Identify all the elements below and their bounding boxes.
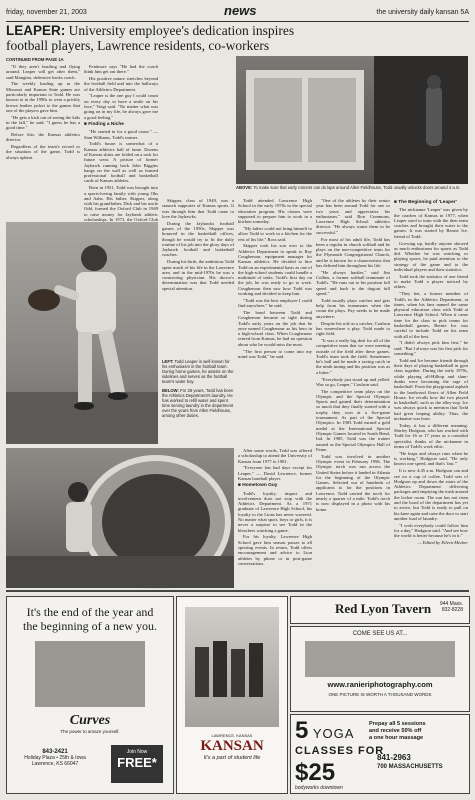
kansan-logo: KANSAN [200,738,264,754]
yoga-price: $25 [295,759,336,786]
kansan-tagline: It's a part of student life [203,755,261,761]
story-paragraph: "He started in for a good cause." — Stan Williams, Todd's trainer. [84,129,158,140]
curves-tagline: The power to amaze yourself. [60,729,120,734]
story-paragraph: Todd took the statistics of one friend to make Todd a player noticed by others. [394,273,468,290]
story-paragraph: Before this, the Kansas athletics director. [6,132,80,143]
story-paragraph: "He gets a kick out of seeing the kids in the fall," he said. "I guess he has a good time." [6,114,80,131]
kansan-photo [185,607,279,727]
ranieri-intro: COME SEE US AT... [352,631,408,637]
photo-leaper-laundry [6,448,234,588]
story-paragraph: The competitive team plays on the Olympic and the Special Olympic Sports and gained their determination so much that they finally started with a trophy they won at a five-game tournament. As part of the Special Olympics. In 1983 Todd earned a gold medal at the International Special Olympic Games located in South Bend, Ind. In 1985, Todd was the trainer named as the Special Olympics Hall of Fame. [316,388,390,452]
story-paragraph: "He always hustles," said Jim Collins, a former softball teammate of Todd's. "He runs out to his position full speed and back to the dugout full speed." [316,269,390,297]
yoga-footer: bodyworks downtown [295,785,343,791]
curves-contact: 843-2421 Holiday Plaza • 25th & Iowa Lawrence, KS 66047 [24,749,86,767]
story-column-4 [238,198,312,446]
story-paragraph: His positive nature stretches beyond the football field and into the hallways of the Athletics Department. [84,76,158,92]
subhead-finding-a-niche: ■ Finding a Niche [84,121,124,127]
yoga-offer: Prepay all 5 sessions and receive 50% off a one hour massage [369,721,426,741]
story-paragraph: Regardless of the team's record or the situation of the game, Todd is always upbeat. [6,144,80,160]
story-paragraph: "It was a really big deal for all of the competitive team that we were meeting outside of the field after these games. Todd's team took the field. Sometimes he's ball and he made a saving catch in the ninth inning and his position was as a hitter." [316,337,390,375]
story-paragraph: "I didn't always pick him first," he said. "But I always was his first pick for something." [394,340,468,357]
curves-logo: Curves [69,713,111,728]
story-paragraph: "He leaps and always runs when he is working," Hodgson said. "He only knows one speed, and that's 'fast.'" [394,450,468,467]
story-paragraph: Skipper took his son over to the Athletics Department to speak to Ray Coughenour, equipment manager for Kansas athletics. He decided to hire Todd on an experimental basis as one of the high-school students could handle a multitude of tasks. Todd's first day on the job, he was ready to go to work. Coughenour then saw how Todd was working and decided to keep him. [238,243,312,297]
ranieri-photo [305,641,455,677]
story-paragraph: "Leaper is the one guy I could count on every day to have a smile on his face," Voigt said. "No matter what was going on in my life, he always gave me a good feeling." [84,93,158,120]
kansan-location: LAWRENCE, KANSAS [211,733,253,738]
story-paragraph: Todd and Ice became friends through their days of playing basketball in gym class together. During the early 1970s, while playing all-Hilltop and slam-dunks were becoming the rage of basketball. From the playground asphalt to the hardwood floors of Allen Field House. Ice recalls how the two played in basketball, such as the alley-oop. Ice was always quick to mention that Todd had great leaping ability. Thus, the nickname was born. [394,357,468,422]
story-paragraph: For most of his adult life, Todd has been a regular in church softball and he plays on the non-competitive team for the Plymouth Congregational Church, and he is known for a characteristic that has defined him throughout his life. [316,236,390,269]
issue-date: friday, november 21, 2003 [6,9,87,16]
story-paragraph: Todd's loyalty, impact and involvement does not stop with the Athletics Department. As a 1971 graduate of Lawrence High School, his loyalty to the Lions has never wavered. No matter what sport, boys or girls, it is never a surprise to see Todd in the bleachers watching a game. [238,490,312,533]
story-column-3 [162,198,234,358]
story-column-7 [394,198,468,588]
story-paragraph: The nickname 'Leaper' was given by the coaches of Kansas in 1977, when Leaper used to train with the then team coaches and brought their water to the games. It was started by Bernie Ice, friend of Todd. [394,207,468,239]
story-paragraph: Todd's house is somewhat of a Kansas athletics hall of fame. Dozens of Kansas shirts are folded on a rack for future wear. A picture of former Jayhawk running back John Riggins hangs on the wall as well as framed professional football and basketball cards of Kansas athletes. [84,141,158,184]
photo-fieldhouse-doors [236,56,468,184]
headline-text: University employee's dedication inspires football players, Lawrence residents, co-workers [6,23,295,53]
story-paragraph: It is now 4:45 a.m. Hodgson can and see on a cup of coffee. Todd sets of Hodgson up and down the stairs of the Athletics Department delivering packages and emptying the trash around the locker room. The sun has not risen and the hood of the department has yet to arrive, but Todd is ready to pull on his knee again and raise the door to start another load of laundry. [394,468,468,521]
story-paragraph: During the Jayhawks football games of the 1950s, Skipper was honored in the basketball offices, though he would try to fit the daily routine of his job into the glory days of Jayhawk football and basketball coaches. [162,220,234,258]
story-paragraph: After some words, Todd was offered a scholarship to attend the University of Kansas from 1977 to 1981. [238,448,312,464]
editor-credit: — Edited by Eileen Meeker [417,540,468,546]
story-paragraph: Today, it has a different meaning. Shirley Hodgson, who has worked with Todd for 16 or 17 years as a custodial specialist, thinks of the nickname in terms of Todd's work ethic. [394,422,468,450]
photo-caption-left: LEFT: Todd Leaper is well known for his enthusiasm in the football team. During home games, he assists on the sidelines and serves as the football team's water boy. BELOW: For 28 years, Todd has been the Athletics Department's laundry. He has worked to refill water and spent time serving laundry in the department over the years from Allen Fieldhouse, among other duties. [162,359,234,418]
story-paragraph: "One of the athletes by their senior year has been around Todd for one or two years and appreciates his enthusiasm," said Ron Commons, Lawrence High School athletics director. "He always wants them to be successful." [316,198,390,235]
story-paragraph: "Everybody just stood up and yelled. Was so go, Leaper," Coulson said. [316,376,390,387]
headline-kicker: LEAPER: [6,23,66,38]
yoga-phone: 841-2963 [377,753,411,762]
story-paragraph: Born in 1951, Todd was brought into a sports-loving family with young Ohs and Aahs. His father, Skipper, along with his grandfather, Dick and his uncle Odd, formed the Oxford Club in 1949 to raise money for Jayhawk athletic scholarships. In 1973, the Oxford Club [84,185,158,223]
red-lyon-name: Red Lyon Tavern [335,601,432,616]
ad-ranieri-photography [290,626,470,712]
subhead-hometown-guy: ■ Hometown Guy [238,483,278,489]
story-paragraph: "The first person to come into my mind was Todd," he said. [238,348,312,359]
ranieri-url[interactable]: www.ranieriphotography.com [327,680,433,689]
story-paragraph: Todd was involved in another Olympic event in February 1996. The Olympic torch was run across the United States before it landed in Atlanta for the beginning of the Olympic Games. Selected out of hundreds of applicants to for the positions in Lawrence, Todd carried the torch for nearly a quarter of a mile. Todd's torch is now displayed in a photo with his home. [316,453,390,512]
story-paragraph: "My father could not bring himself to allow Todd to work in a kitchen for the rest of his life," Ross said. [238,225,312,242]
story-paragraph: For his loyalty, Lawrence High School gave him season passes to all sporting events. In return, Todd offers encouragement and advice to Lion athletes by phone or in post-game conversations. [238,534,312,566]
photo-leaper-football [6,222,158,444]
section-name: news [224,3,257,18]
publication-page: the university daily kansan 5A [376,9,469,16]
story-column-6 [316,198,390,588]
story-paragraph: "I wish everybody could follow him for a day," Hodgson said. "And see how the world is better because he's in it." [394,522,468,539]
curves-photo [35,641,145,707]
story-paragraph: "Todd was the best employee I could find anywhere," he said. [238,297,312,309]
story-paragraph: "They bet, a former member of Todd's in the Athletics Department, at times, when his fans named the same physical education class with Todd at Lawrence High School. When it came time for the class to pick teams for basketball games, Bernie Ice was careful to include Todd on his team with all of the best. [394,291,468,339]
story-paragraph: During his birth, the ambitious Todd spent much of his life in the Lawrence area, and in the mid-1970s he was a contracting physician. His doctor's determination was that Todd needed special attention. [162,259,234,291]
ad-yoga-bodyworks [290,714,470,794]
continued-from: CONTINUED FROM PAGE 1A [6,57,64,62]
yoga-subtitle: CLASSES FOR [295,745,385,757]
curves-headline: It's the end of the year and the beginning of a new you. [23,605,157,633]
story-column-1 [6,64,80,222]
curves-join-box: Join Now FREE* [111,745,163,783]
story-paragraph: Fenimore says "He had the coach think him get out there." [84,64,158,75]
story-column-5 [238,448,312,588]
story-headline [6,23,336,53]
story-paragraph: Todd attended Lawrence High School in the early 1970s in the special education program. His classes were supposed to prepare him to work in a kitchen someday. [238,198,312,225]
photo-caption-above: ABOVE: To make sure that early runners can do laps around Allen Fieldhouse, Todd usually unlocks doors around 4 a.m. [236,185,461,190]
story-paragraph: The bond between Todd and Coughenour became so tight during Todd's early years on the job that he once named Coughenour as his hero in a high-school class. When Coughenour retired from Kansas, he had no question about who he would miss the most. [238,309,312,347]
story-paragraph: Skipper, class of 1949, was a staunch supporter of Kansas sports. It was through him that Todd came to love the Jayhawks. [162,198,234,219]
ad-kansan [176,596,288,794]
page-header [6,3,469,22]
yoga-address: 700 MASSACHUSETTS [377,764,443,770]
story-paragraph: Despite his role as a catcher, Coulson has somewhere a play. Todd made to right field. [316,320,390,337]
red-lyon-contact: 944 Mass. 832-8228 [439,601,463,613]
story-paragraph: Todd usually plays catcher and gets help from his teammates when the count the plays. Pay needs to be made anywhere. [316,297,390,319]
ranieri-slogan: ONE PICTURE IS WORTH A THOUSAND WORDS [328,692,432,697]
yoga-title: 5 YOGA [295,717,355,744]
story-column-2 [84,64,158,222]
ad-divider [6,590,469,592]
ad-curves [6,596,174,794]
ad-red-lyon [290,596,470,624]
subhead-beginning-of-leaper: ■ The Beginning of 'Leaper' [394,200,457,205]
story-paragraph: "Everyone has bad days except for Leaper," — David Lawrence, former Kansas baseball player. [238,465,312,481]
story-paragraph: The weekly loading up in the Missouri and Kansas State games are particularly important to Todd. He was known to in the 1990s to wear a prickly brown leather jacket to the games that one of the players gave him. [6,81,80,113]
story-paragraph: Growing up, hardly anyone showed as much enthusiasm for sports as Todd did. Whether he was watching or playing sports, he paid attention to the strategy of the game and to the individual players and their statistics. [394,240,468,273]
story-paragraph: "If they aren't hustling and flying around, Leaper will get after them," said Mangino, defensive backs coach. [6,64,80,80]
